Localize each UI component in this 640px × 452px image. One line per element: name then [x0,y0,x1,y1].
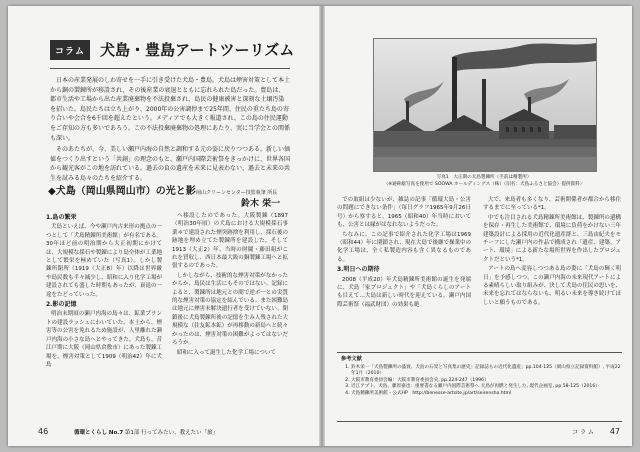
left-footer [38,427,218,436]
right-body-column-1 [337,196,471,310]
body-paragraph: 中でも注目される犬島精錬所美術館は、製錬所の遺構を保存・再生した美術館で、環境に負荷をかけない三年建築設計による採用の近代化遺産群と、三島由紀夫をモチーフにした瀬戸内の作品で構成され「遺産、建築、アート、環境」による新たな場所世界を作出したプロジェクトだという*1。 [483,214,621,263]
reference-item: 1. 鈴木栄一「犬島製錬所の盛衰、犬島の石炭と写真集の歴史」記録誌もの近代化遺産」pp.104-125（岡山県立記録資料館）, 平成22年1月（2010） [351,365,622,378]
caption-line: 写真1 大正期の犬島製錬所（手前は精製所） [436,175,532,180]
lead-paragraph: そのあたちが、今、美しい瀬戸内海の自然と調和する元の姿に戻りつつある。新しい価値をつくり出すという「共創」の理念のもと、瀬戸内国際芸術祭をきっかけに、世界各国から観光客がこの地を訪れている。過去の負の遺産を未来に見表わない、過去と未来の共生を試みる島々のたちを紹介する。 [50,146,291,182]
photo-caption [373,175,595,188]
right-footer [572,427,620,436]
body-paragraph: での取組は少ないが、雑誌の記事「循環大島・公害の問題にできない条件」（毎日グラフ1965年9月26日号）から察すると、1965（昭和40）年当時においても、公害とは縁がはなれないようだった。 [337,197,471,229]
book-spread [8,6,632,446]
column-header [50,32,295,68]
left-body-column-2 [172,212,288,358]
subheading: 3.明日への期待 [337,266,380,274]
right-page [325,6,632,446]
body-paragraph: 2008（平成20）年犬島精錬所美術館の誕生を発端に、犬島「家プロジェクト」や「犬島くらしのアートも目えて…大島は新しい時代を迎えている。瀬戸内国際芸術祭（福武財団）の効果も絶 [337,276,471,308]
issue-note: 第1部 行ってみたい、教えたい「旅」 [124,430,219,436]
publication-name: 循環とくらし No.7 [73,430,124,436]
page-title: 犬島・豊島アートツーリズム [100,41,295,59]
right-body-column-2 [483,196,621,308]
page-number: 46 [38,427,49,436]
body-paragraph: 大で、来島者も多くなり、芸術開係者が都合から移住するまでに至っている*1。 [483,197,621,212]
body-paragraph: 昭和に入って誕生した化学工場について [177,349,276,356]
column-tag: コラム [50,40,90,60]
left-page [8,6,319,446]
title-rule [50,68,290,69]
references-box [337,352,622,422]
references-list [337,365,622,398]
body-paragraph: 明治末期頃の瀬戸内海の島々は、鉱業プラントの建設ラッシュにわいていた。本土から、煙害等の公害を免れるため施設が、人里離れた瀬戸内海の小さな島へとやってきた。犬島も、昔江戸期に大阪（岡山県倉敷市）にあった製錬工場を、煙害対策として1909（明治42）年に犬島 [46,311,162,368]
author-affiliation: 岡山クリーンセンター技監執筆 所長 [196,190,278,196]
factory-photo-illustration [374,39,596,171]
body-paragraph: へ移設したのであった。大阪製錬（1897（明治30年頃）の犬島における大規模採石事業＊で建設された煙突跡捨を利用し、採石後の跡地を埋め立てた製錬所を建設した。そして1913（大正2）年、当時の財閥・藤田組がこれを買収し、西日本最大級の銅製錬工場へと拡張するのであった。 [172,213,288,270]
body-paragraph: アートの島へ変容しつつある島の姿に「犬島の輝く明日」を予感しつつ、この瀬戸内海の未来現代アートによる素晴らしい取り組みが、決して犬島の住民の思いを、未来を忘れてはならないも、明るい未来を導き続けてほしいと願うものである。 [483,266,621,306]
historic-factory-photo [373,38,597,172]
author-name: 鈴木 栄一 [241,199,281,209]
page-number: 47 [609,427,620,436]
lead-paragraph: 日本の産業発展のしわ寄せを一手に引き受けた犬島・豊島。犬島は煙害対策として本土から銅の製錬所が移設され、その後産業の衰退とともに忘れられた島だった。豊島は、都市生活や工場から出た産業廃棄物を不法投棄され、島民の健康被害と深刻な土壌汚染を招いた。島民たちは立ち上がり、2000年の公害調停まで25年間、住民の重たち島の寄り合いや会合を6千回を超えたという。メディアでも大きく報道され、この島の住民運動をご存知の方も多いであろう。この不法投棄廃棄物の処理にあたり、実に当学会との関係も深い。 [50,77,291,142]
reference-item: 3. 近江アプト、犬島、藤原嘉也：重要書なる瀬戸内国際芸術祭へ 犬島が再燃と発生した, 現代企画室, pp.58-125（2016） [351,384,622,391]
body-paragraph: しかしながら、技術的な煙害対策がなかったからか、島民は生活にもそのではない。記録によると、製錬所は地元との間で逆ボ一との実質的な煙害対策の協定を結んでいる。また困難島は地元に煙害未解決遺行者を受けていない。閉鎖後に犬島製錬所後の記憶を生み人残された大規模な（住友鉱本鉱）が再移動の新島へと続々かったのは、煙害対策の困難がよってはないだろうか。 [172,272,288,347]
references-heading: 参考文献 [341,356,362,362]
lead-text [50,76,290,186]
section-label: コ ラ ム [572,429,594,436]
subheading: 2.影の記憶 [46,301,77,309]
left-body-column-1 [46,212,162,370]
reference-item: 2. 大阪市教育委員会編：大阪市教育委員会史, pp.224-247（1996） [351,378,622,385]
section-heading: ◆犬島（岡山県岡山市）の光と影 [48,186,196,197]
body-paragraph: ちなみに、この記事で紹介された化学工場は1969（昭和44）年に閉鎖され、現在大島で後継で操業中の化学工場は、全く私製造内容も含く異なるものである。 [337,231,471,263]
caption-line: （※通称総写真を使用で SOOWA ホールディングス（株）（旧名：犬島ふるさと協会）提供資料） [383,181,585,187]
body-paragraph: 犬島といえば、今や瀬戸内古来形の拠点の一つとして「犬島精錬所美術館」が有名である。30年ほど前の明治期から大正初期にかけては、大規模な採石や製錬により島全体が工業地として繁栄を極めていた（写真1）。しかし製錬所閉所（1919（大正8）年）以降は世界敵や島民数も半々減少し、昭和に入り化学工場が建設されても盛した時期もあったが、衰退の一途をたどっていった。 [46,224,162,298]
subheading: 1.島の繁栄 [46,214,77,221]
reference-item: 4. 犬島精錬所美術館・公式HP http://benesse-artsite.jp/art/seirensho.html [351,391,622,398]
